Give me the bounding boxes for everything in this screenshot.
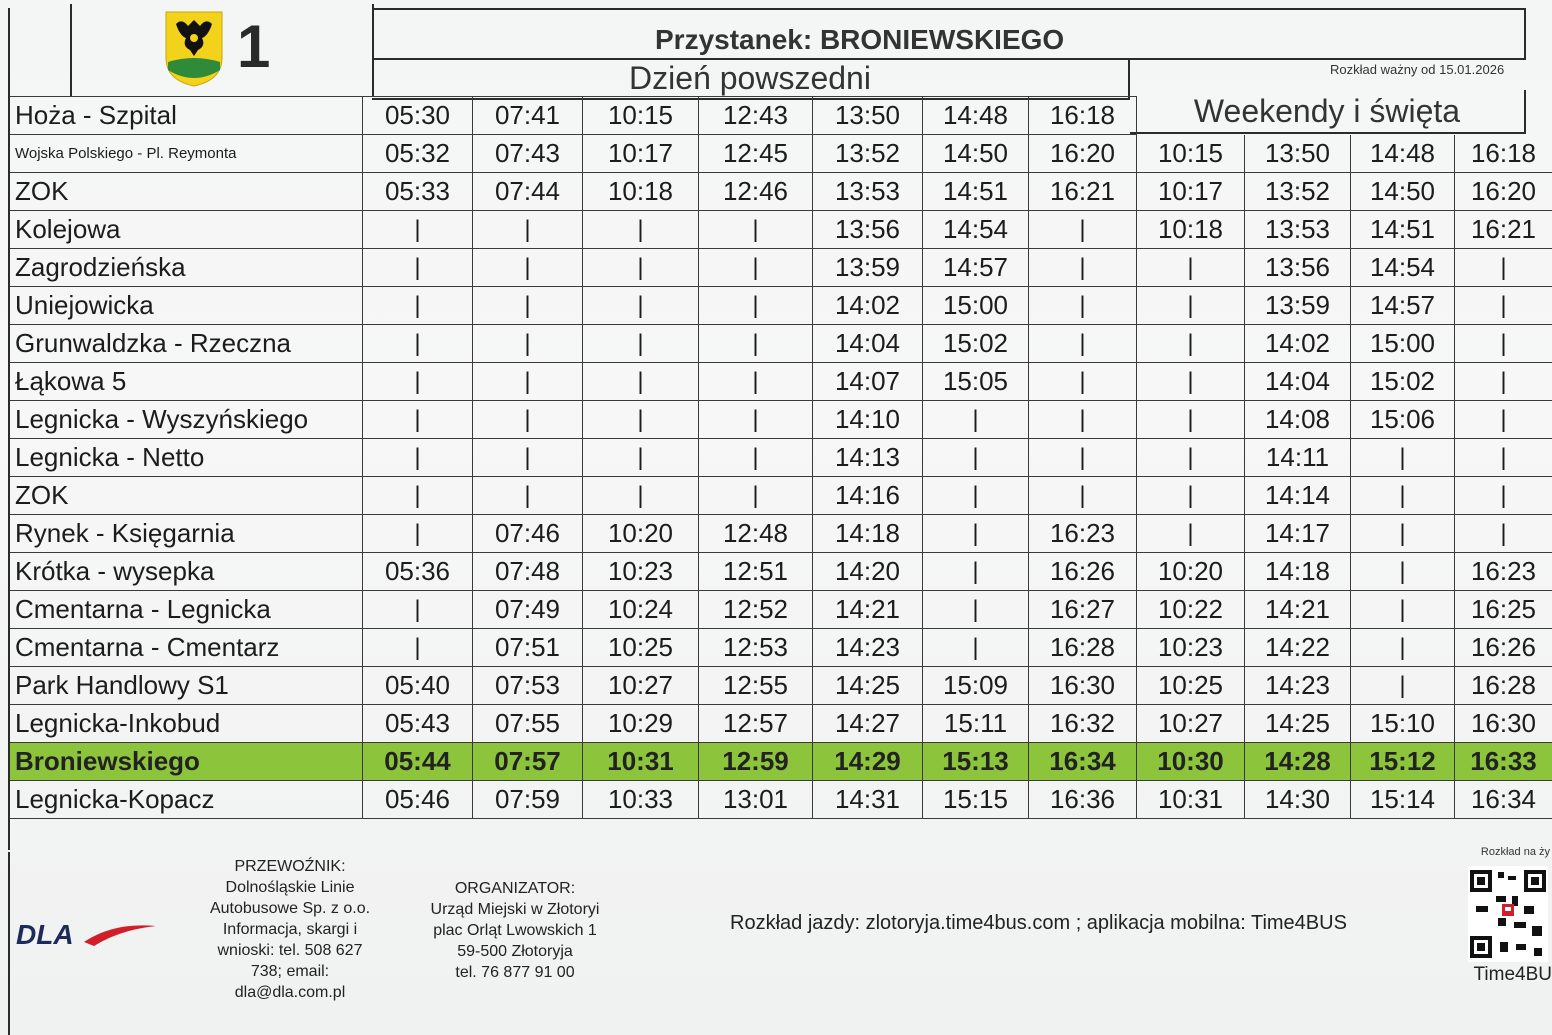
weekday-time-cell: 14:23 <box>813 629 923 667</box>
weekend-time-cell: 14:30 <box>1245 781 1351 819</box>
weekend-time-cell: 10:17 <box>1137 173 1245 211</box>
weekend-time-cell: | <box>1351 477 1455 515</box>
weekend-time-cell: 13:52 <box>1245 173 1351 211</box>
weekday-time-cell: | <box>473 477 583 515</box>
organizer-line: tel. 76 877 91 00 <box>455 964 575 981</box>
timetable-row <box>9 325 1552 363</box>
weekday-time-cell: | <box>583 363 699 401</box>
weekday-time-cell: | <box>363 211 473 249</box>
weekday-time-cell: 15:11 <box>923 705 1029 743</box>
timetable-row <box>9 287 1552 325</box>
weekday-time-cell: 13:59 <box>813 249 923 287</box>
weekend-time-cell: 14:21 <box>1245 591 1351 629</box>
weekday-time-cell: 10:17 <box>583 135 699 173</box>
weekday-time-cell: | <box>583 477 699 515</box>
carrier-line: dla@dla.com.pl <box>234 984 346 1001</box>
timetable-row <box>9 211 1552 249</box>
weekend-time-cell: 15:10 <box>1351 705 1455 743</box>
weekend-time-cell: | <box>1137 249 1245 287</box>
carrier-heading: PRZEWOŹNIK: <box>234 858 346 875</box>
weekend-time-cell: 14:54 <box>1351 249 1455 287</box>
weekday-time-cell: 14:48 <box>923 97 1029 135</box>
weekday-time-cell: | <box>473 363 583 401</box>
carrier-line: 738; email: <box>250 963 330 980</box>
weekend-time-cell: 16:28 <box>1455 667 1552 705</box>
stop-name: ZOK <box>9 173 363 211</box>
weekend-time-cell: 16:18 <box>1455 135 1552 173</box>
weekday-time-cell: | <box>473 211 583 249</box>
weekend-time-cell: | <box>1455 363 1552 401</box>
weekday-time-cell: 13:52 <box>813 135 923 173</box>
weekday-time-cell: 16:36 <box>1029 781 1137 819</box>
weekday-time-cell: 05:44 <box>363 743 473 781</box>
weekend-time-cell: 15:06 <box>1351 401 1455 439</box>
weekday-time-cell: 14:13 <box>813 439 923 477</box>
timetable-row <box>9 781 1552 819</box>
weekday-time-cell: 12:57 <box>699 705 813 743</box>
weekday-time-cell: 14:27 <box>813 705 923 743</box>
stop-name: Rynek - Księgarnia <box>9 515 363 553</box>
carrier-line: Informacja, skargi i <box>222 921 358 938</box>
weekend-time-cell: 14:25 <box>1245 705 1351 743</box>
weekday-time-cell: 10:27 <box>583 667 699 705</box>
weekday-time-cell: | <box>923 401 1029 439</box>
carrier-line: wnioski: tel. 508 627 <box>217 942 363 959</box>
organizer-line: 59-500 Złotoryja <box>457 943 573 960</box>
weekday-time-cell: 15:15 <box>923 781 1029 819</box>
weekend-time-cell: 14:51 <box>1351 211 1455 249</box>
weekday-time-cell: | <box>473 287 583 325</box>
timetable-row-current-stop <box>9 743 1552 781</box>
qr-code-box <box>1464 846 1552 992</box>
weekend-time-cell: | <box>1455 325 1552 363</box>
weekday-time-cell: | <box>363 591 473 629</box>
weekday-time-cell: 16:34 <box>1029 743 1137 781</box>
weekday-time-cell: 05:32 <box>363 135 473 173</box>
weekday-time-cell: 10:20 <box>583 515 699 553</box>
weekend-time-cell: | <box>1137 477 1245 515</box>
weekday-time-cell: | <box>363 363 473 401</box>
weekday-time-cell: 13:56 <box>813 211 923 249</box>
timetable-row <box>9 705 1552 743</box>
weekday-time-cell: 16:27 <box>1029 591 1137 629</box>
weekend-time-cell: 10:23 <box>1137 629 1245 667</box>
weekday-time-cell: | <box>699 325 813 363</box>
weekday-time-cell: 10:15 <box>583 97 699 135</box>
timetable-row <box>9 629 1552 667</box>
timetable-row <box>9 363 1552 401</box>
weekend-time-cell: 14:14 <box>1245 477 1351 515</box>
weekend-time-cell: | <box>1455 515 1552 553</box>
weekend-time-cell: | <box>1351 591 1455 629</box>
weekday-time-cell: | <box>583 249 699 287</box>
weekend-time-cell: | <box>1351 515 1455 553</box>
weekday-time-cell: | <box>923 477 1029 515</box>
weekday-time-cell: 15:00 <box>923 287 1029 325</box>
weekend-time-cell: 14:04 <box>1245 363 1351 401</box>
weekend-time-cell: 15:14 <box>1351 781 1455 819</box>
weekday-time-cell: 13:01 <box>699 781 813 819</box>
weekend-time-cell: | <box>1137 439 1245 477</box>
stop-name: Broniewskiego <box>9 743 363 781</box>
qr-brand: Time4BU <box>1473 964 1552 985</box>
weekday-time-cell: 05:40 <box>363 667 473 705</box>
crest-icon <box>162 10 226 88</box>
weekend-time-cell: 16:33 <box>1455 743 1552 781</box>
weekend-time-cell: | <box>1455 439 1552 477</box>
weekday-time-cell: 16:21 <box>1029 173 1137 211</box>
timetable-row <box>9 173 1552 211</box>
weekday-time-cell: | <box>699 363 813 401</box>
weekday-time-cell: 16:26 <box>1029 553 1137 591</box>
weekday-time-cell: | <box>1029 439 1137 477</box>
weekend-time-cell: 16:23 <box>1455 553 1552 591</box>
weekday-time-cell: | <box>923 629 1029 667</box>
weekday-time-cell: | <box>1029 325 1137 363</box>
weekday-time-cell: | <box>1029 363 1137 401</box>
weekend-time-cell: 16:26 <box>1455 629 1552 667</box>
weekday-time-cell: 07:48 <box>473 553 583 591</box>
weekday-time-cell: | <box>583 325 699 363</box>
weekend-time-cell: 16:30 <box>1455 705 1552 743</box>
weekday-time-cell: 16:32 <box>1029 705 1137 743</box>
weekend-time-cell: 10:15 <box>1137 135 1245 173</box>
carrier-line: Dolnośląskie Linie <box>225 879 355 896</box>
weekday-time-cell: 05:36 <box>363 553 473 591</box>
weekday-time-cell: 15:13 <box>923 743 1029 781</box>
weekday-time-cell: 12:48 <box>699 515 813 553</box>
weekday-time-cell: | <box>473 439 583 477</box>
weekday-time-cell: | <box>583 439 699 477</box>
weekend-time-cell: 13:53 <box>1245 211 1351 249</box>
carrier-info <box>190 856 390 1003</box>
weekend-time-cell: 16:25 <box>1455 591 1552 629</box>
weekend-time-cell: 14:08 <box>1245 401 1351 439</box>
stop-name: Legnicka-Kopacz <box>9 781 363 819</box>
organizer-heading: ORGANIZATOR: <box>454 880 576 897</box>
weekday-time-cell: 14:51 <box>923 173 1029 211</box>
timetable-row <box>9 249 1552 287</box>
organizer-line: plac Orląt Lwowskich 1 <box>433 922 597 939</box>
weekday-time-cell: 12:46 <box>699 173 813 211</box>
weekday-time-cell: 07:59 <box>473 781 583 819</box>
carrier-line: Autobusowe Sp. z o.o. <box>209 900 371 917</box>
weekday-time-cell: 07:53 <box>473 667 583 705</box>
weekend-time-cell: 16:21 <box>1455 211 1552 249</box>
weekend-time-cell: 14:48 <box>1351 135 1455 173</box>
stop-name: Wojska Polskiego - Pl. Reymonta <box>9 135 363 173</box>
weekend-time-cell: | <box>1351 629 1455 667</box>
weekday-time-cell: 10:33 <box>583 781 699 819</box>
timetable-row <box>9 135 1552 173</box>
weekday-time-cell: 14:50 <box>923 135 1029 173</box>
weekday-time-cell: 14:02 <box>813 287 923 325</box>
weekday-time-cell: 07:49 <box>473 591 583 629</box>
weekday-time-cell: 14:31 <box>813 781 923 819</box>
weekend-time-cell: 15:02 <box>1351 363 1455 401</box>
timetable-row <box>9 591 1552 629</box>
weekday-time-cell: 15:09 <box>923 667 1029 705</box>
weekday-time-cell: 07:46 <box>473 515 583 553</box>
weekend-time-cell: 14:23 <box>1245 667 1351 705</box>
weekend-time-cell: | <box>1137 401 1245 439</box>
weekend-time-cell: 13:50 <box>1245 135 1351 173</box>
stop-name: Krótka - wysepka <box>9 553 363 591</box>
weekend-time-cell: 10:20 <box>1137 553 1245 591</box>
weekend-time-cell: 13:56 <box>1245 249 1351 287</box>
weekday-time-cell: | <box>699 401 813 439</box>
weekday-time-cell: 12:51 <box>699 553 813 591</box>
timetable-row <box>9 515 1552 553</box>
weekday-time-cell: 07:55 <box>473 705 583 743</box>
valid-from: Rozkład ważny od 15.01.2026 <box>1330 62 1505 77</box>
weekday-time-cell: 07:57 <box>473 743 583 781</box>
stop-name: Łąkowa 5 <box>9 363 363 401</box>
weekend-time-cell: 10:31 <box>1137 781 1245 819</box>
weekend-time-cell: 15:00 <box>1351 325 1455 363</box>
weekday-time-cell: 05:33 <box>363 173 473 211</box>
stop-name: Zagrodzieńska <box>9 249 363 287</box>
line-number: 1 <box>237 13 271 80</box>
weekday-time-cell: 12:55 <box>699 667 813 705</box>
weekday-time-cell: 14:16 <box>813 477 923 515</box>
weekend-time-cell: 14:22 <box>1245 629 1351 667</box>
weekend-time-cell: | <box>1351 667 1455 705</box>
stop-name: Legnicka - Wyszyńskiego <box>9 401 363 439</box>
weekend-time-cell: 14:18 <box>1245 553 1351 591</box>
weekend-time-cell: 14:02 <box>1245 325 1351 363</box>
stop-name: Grunwaldzka - Rzeczna <box>9 325 363 363</box>
dla-logo-text: DLA <box>16 919 74 950</box>
weekday-time-cell: 14:25 <box>813 667 923 705</box>
weekday-time-cell: | <box>699 287 813 325</box>
weekend-time-cell: 10:25 <box>1137 667 1245 705</box>
weekend-time-cell: 10:30 <box>1137 743 1245 781</box>
weekday-time-cell: 14:07 <box>813 363 923 401</box>
timetable-info-text: Rozkład jazdy: zlotoryja.time4bus.com ; aplikacja mobilna: Time4BUS <box>730 912 1347 934</box>
weekday-time-cell: | <box>473 249 583 287</box>
timetable-row <box>9 97 1552 135</box>
weekday-time-cell: 05:43 <box>363 705 473 743</box>
weekday-time-cell: 07:41 <box>473 97 583 135</box>
weekday-time-cell: | <box>363 439 473 477</box>
weekday-time-cell: 07:44 <box>473 173 583 211</box>
dla-logo-icon <box>14 912 164 952</box>
timetable-row <box>9 401 1552 439</box>
weekday-time-cell: | <box>1029 211 1137 249</box>
weekday-time-cell: 14:57 <box>923 249 1029 287</box>
weekday-time-cell: | <box>699 249 813 287</box>
weekend-time-cell: | <box>1137 515 1245 553</box>
footer <box>8 846 1552 1035</box>
weekday-time-cell: 13:53 <box>813 173 923 211</box>
weekday-time-cell: | <box>1029 249 1137 287</box>
weekday-time-cell: | <box>923 591 1029 629</box>
weekday-time-cell: | <box>699 211 813 249</box>
timetable-row <box>9 477 1552 515</box>
stop-name: Legnicka - Netto <box>9 439 363 477</box>
weekend-time-cell: 16:20 <box>1455 173 1552 211</box>
weekday-time-cell: 16:28 <box>1029 629 1137 667</box>
weekday-time-cell: 07:43 <box>473 135 583 173</box>
organizer-line: Urząd Miejski w Złotoryi <box>430 901 600 918</box>
weekday-time-cell: 12:53 <box>699 629 813 667</box>
weekend-time-cell: 14:57 <box>1351 287 1455 325</box>
weekend-time-cell: 13:59 <box>1245 287 1351 325</box>
weekday-time-cell: 14:29 <box>813 743 923 781</box>
weekend-time-cell: | <box>1137 325 1245 363</box>
stop-name: Legnicka-Inkobud <box>9 705 363 743</box>
weekday-time-cell: | <box>363 287 473 325</box>
timetable-row <box>9 667 1552 705</box>
weekend-time-cell: 15:12 <box>1351 743 1455 781</box>
stop-name: Cmentarna - Cmentarz <box>9 629 363 667</box>
stop-name: Hoża - Szpital <box>9 97 363 135</box>
weekend-time-cell: | <box>1137 363 1245 401</box>
line-logo-cell <box>70 4 374 96</box>
weekday-time-cell: | <box>363 325 473 363</box>
organizer-info <box>410 878 620 983</box>
weekend-time-cell: | <box>1351 553 1455 591</box>
weekend-time-cell: | <box>1351 439 1455 477</box>
weekday-time-cell: | <box>923 553 1029 591</box>
weekday-time-cell: | <box>583 401 699 439</box>
weekday-time-cell: 15:02 <box>923 325 1029 363</box>
weekday-time-cell: 16:30 <box>1029 667 1137 705</box>
weekend-time-cell: 10:22 <box>1137 591 1245 629</box>
weekday-time-cell: | <box>363 629 473 667</box>
weekday-time-cell: | <box>363 515 473 553</box>
weekend-time-cell: 14:28 <box>1245 743 1351 781</box>
weekend-header: Weekendy i święta <box>1130 90 1526 134</box>
weekday-time-cell: | <box>473 325 583 363</box>
weekday-time-cell: | <box>1029 477 1137 515</box>
stop-name: Kolejowa <box>9 211 363 249</box>
stop-name: Cmentarna - Legnicka <box>9 591 363 629</box>
weekday-time-cell: 07:51 <box>473 629 583 667</box>
qr-caption: Rozkład na ży <box>1480 846 1550 858</box>
weekday-time-cell: 16:18 <box>1029 97 1137 135</box>
weekday-time-cell: 05:46 <box>363 781 473 819</box>
weekday-time-cell: | <box>363 249 473 287</box>
weekend-time-cell: | <box>1455 249 1552 287</box>
weekend-time-cell: 10:18 <box>1137 211 1245 249</box>
weekday-time-cell: | <box>363 477 473 515</box>
weekend-time-cell: | <box>1455 401 1552 439</box>
weekday-time-cell: 14:04 <box>813 325 923 363</box>
weekday-time-cell: 14:10 <box>813 401 923 439</box>
weekday-time-cell: | <box>473 401 583 439</box>
weekday-time-cell: | <box>923 439 1029 477</box>
weekend-time-cell <box>1351 97 1455 135</box>
weekday-time-cell: 16:23 <box>1029 515 1137 553</box>
weekday-time-cell: | <box>583 287 699 325</box>
weekday-header: Dzień powszedni <box>372 58 1130 100</box>
timetable-grid <box>8 96 1552 819</box>
weekday-time-cell: 10:23 <box>583 553 699 591</box>
weekday-time-cell: | <box>1029 287 1137 325</box>
weekend-time-cell <box>1455 97 1552 135</box>
stop-name: ZOK <box>9 477 363 515</box>
weekday-time-cell: 05:30 <box>363 97 473 135</box>
timetable-row <box>9 553 1552 591</box>
timetable-row <box>9 439 1552 477</box>
weekend-time-cell <box>1245 97 1351 135</box>
weekend-time-cell <box>1137 97 1245 135</box>
weekday-time-cell: | <box>363 401 473 439</box>
weekday-time-cell: | <box>583 211 699 249</box>
weekend-time-cell: 14:17 <box>1245 515 1351 553</box>
weekday-time-cell: 12:52 <box>699 591 813 629</box>
weekend-time-cell: | <box>1455 477 1552 515</box>
stop-name: Uniejowicka <box>9 287 363 325</box>
weekend-time-cell: | <box>1455 287 1552 325</box>
weekday-time-cell: 14:18 <box>813 515 923 553</box>
weekend-time-cell: 16:34 <box>1455 781 1552 819</box>
weekend-time-cell: 14:50 <box>1351 173 1455 211</box>
weekday-time-cell: 14:21 <box>813 591 923 629</box>
weekday-time-cell: 14:54 <box>923 211 1029 249</box>
weekday-time-cell: 10:24 <box>583 591 699 629</box>
weekday-time-cell: | <box>699 477 813 515</box>
stop-title: Przystanek: BRONIEWSKIEGO <box>655 24 1065 55</box>
weekend-time-cell: 10:27 <box>1137 705 1245 743</box>
weekday-time-cell: 12:43 <box>699 97 813 135</box>
weekday-time-cell: | <box>923 515 1029 553</box>
weekday-time-cell: | <box>699 439 813 477</box>
weekday-time-cell: | <box>1029 401 1137 439</box>
weekend-time-cell: 14:11 <box>1245 439 1351 477</box>
weekday-time-cell: 10:31 <box>583 743 699 781</box>
weekday-time-cell: 12:59 <box>699 743 813 781</box>
weekday-time-cell: 10:18 <box>583 173 699 211</box>
weekday-time-cell: 14:20 <box>813 553 923 591</box>
weekday-time-cell: 10:29 <box>583 705 699 743</box>
stop-name: Park Handlowy S1 <box>9 667 363 705</box>
weekday-time-cell: 15:05 <box>923 363 1029 401</box>
weekend-time-cell: | <box>1137 287 1245 325</box>
weekday-time-cell: 12:45 <box>699 135 813 173</box>
weekday-time-cell: 16:20 <box>1029 135 1137 173</box>
qr-code-icon <box>1468 866 1548 962</box>
weekday-time-cell: 10:25 <box>583 629 699 667</box>
weekday-time-cell: 13:50 <box>813 97 923 135</box>
